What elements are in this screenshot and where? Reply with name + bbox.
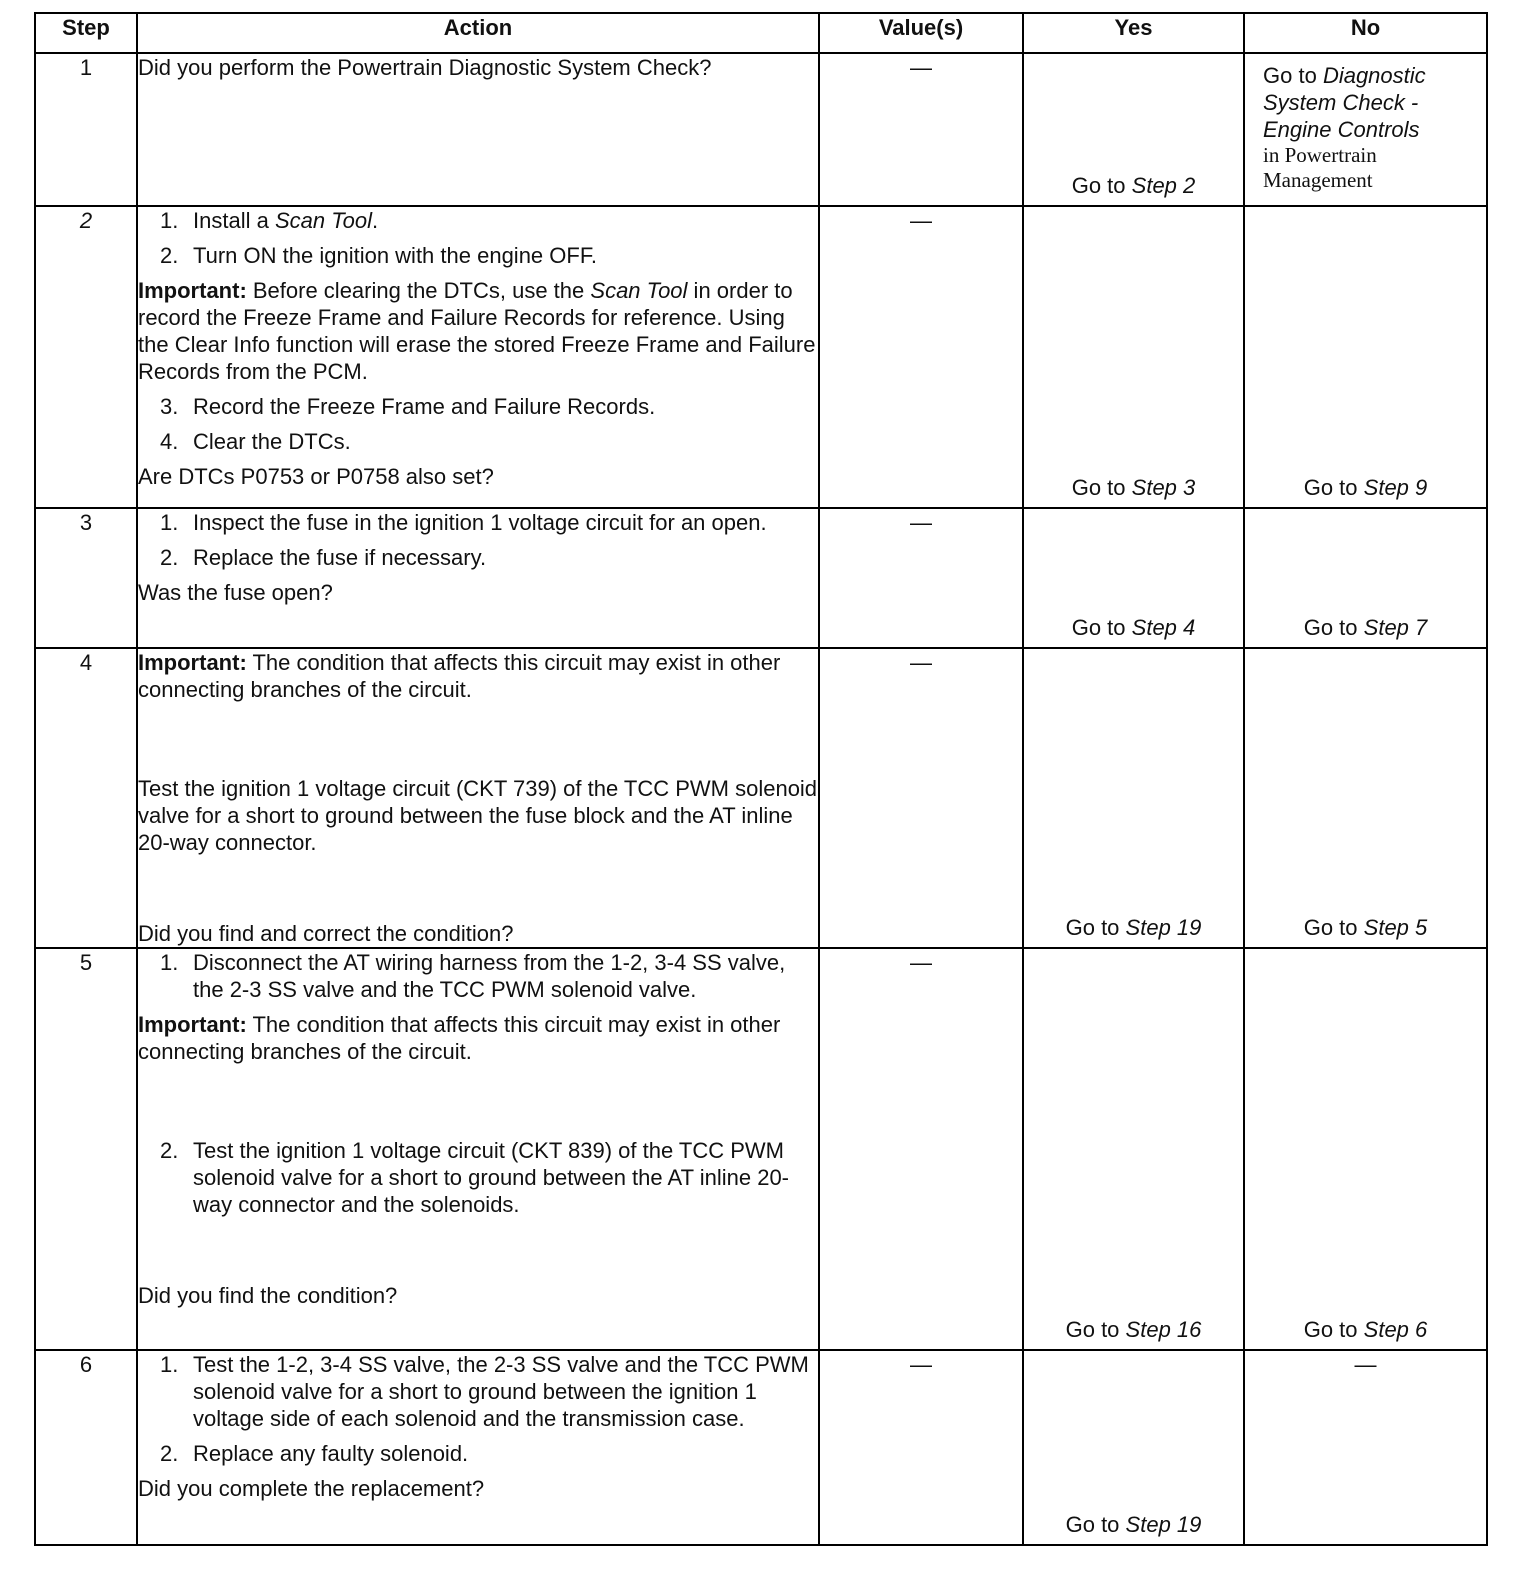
yes-cell <box>1023 648 1244 948</box>
no-cell: — <box>1244 1350 1487 1545</box>
list-item: 1. Test the 1-2, 3-4 SS valve, the 2-3 SS valve and the TCC PWM solenoid valve for a short to ground between the ignition 1 voltage side of each solenoid and the transmission case. <box>160 1352 809 1431</box>
step-number: 5 <box>35 948 137 1350</box>
yes-goto[interactable]: Go to Step 19 <box>1065 1512 1202 1537</box>
header-no: No <box>1244 13 1487 53</box>
yes-goto[interactable]: Go to Step 16 <box>1065 1317 1202 1342</box>
yes-cell <box>1023 53 1244 206</box>
important-note: Important: Before clearing the DTCs, use the Scan Tool in order to record the Freeze Frame and Failure Records for reference. Using the Clear Info function will erase the stored Freeze Frame and Failure Records from the PCM. <box>138 278 816 384</box>
value-cell: — <box>819 648 1023 948</box>
goto-target: Diagnostic System Check - Engine Controls <box>1263 63 1426 142</box>
value-cell: — <box>819 948 1023 1350</box>
value-cell: — <box>819 206 1023 508</box>
value-cell: — <box>819 53 1023 206</box>
table-row-step-3 <box>35 508 1487 648</box>
list-item: 1. Disconnect the AT wiring harness from the 1-2, 3-4 SS valve, the 2-3 SS valve and the TCC PWM solenoid valve. <box>160 950 786 1002</box>
yes-cell <box>1023 206 1244 508</box>
no-goto[interactable]: Go to Step 6 <box>1303 1317 1428 1342</box>
action-cell <box>137 648 819 948</box>
yes-cell <box>1023 948 1244 1350</box>
table-row-step-1 <box>35 53 1487 206</box>
table-row-step-4 <box>35 648 1487 948</box>
action-question: Are DTCs P0753 or P0758 also set? <box>138 464 494 489</box>
table-row-step-2 <box>35 206 1487 508</box>
action-question: Did you perform the Powertrain Diagnostic System Check? <box>138 55 712 80</box>
list-item: 2. Replace any faulty solenoid. <box>160 1441 469 1466</box>
header-action: Action <box>137 13 819 53</box>
no-cell <box>1244 206 1487 508</box>
list-item: 2. Turn ON the ignition with the engine OFF. <box>160 243 597 268</box>
header-row <box>35 13 1487 53</box>
yes-goto[interactable]: Go to Step 3 <box>1071 475 1196 500</box>
goto-prefix: Go to <box>1263 63 1317 88</box>
list-item: 4. Clear the DTCs. <box>160 429 351 454</box>
action-cell <box>137 206 819 508</box>
list-item: 2. Test the ignition 1 voltage circuit (CKT 839) of the TCC PWM solenoid valve for a short to ground between the AT inline 20-way connector and the solenoids. <box>160 1138 790 1217</box>
action-cell <box>137 948 819 1350</box>
header-yes: Yes <box>1023 13 1244 53</box>
no-goto[interactable]: Go to Step 9 <box>1303 475 1428 500</box>
value-cell: — <box>819 508 1023 648</box>
header-step: Step <box>35 13 137 53</box>
spacer <box>138 1073 818 1137</box>
action-question: Did you complete the replacement? <box>138 1476 485 1501</box>
step-number: 4 <box>35 648 137 948</box>
no-cell <box>1244 508 1487 648</box>
no-cell <box>1244 648 1487 948</box>
spacer <box>138 1226 818 1282</box>
step-number-text: 2 <box>79 208 93 233</box>
step-number: 6 <box>35 1350 137 1545</box>
value-cell: — <box>819 1350 1023 1545</box>
important-note: Important: The condition that affects this circuit may exist in other connecting branches of the circuit. <box>138 1012 781 1064</box>
goto-prefix: Go to <box>1071 173 1126 198</box>
list-item: 3. Record the Freeze Frame and Failure Records. <box>160 394 656 419</box>
header-values: Value(s) <box>819 13 1023 53</box>
step-number <box>35 206 137 508</box>
action-question: Did you find the condition? <box>138 1283 398 1308</box>
yes-cell <box>1023 1350 1244 1545</box>
step-number: 3 <box>35 508 137 648</box>
list-item: 1. Install a Scan Tool. <box>160 208 379 233</box>
important-note: Important: The condition that affects this circuit may exist in other connecting branches of the circuit. <box>138 650 781 702</box>
step-number: 1 <box>35 53 137 206</box>
action-cell <box>137 508 819 648</box>
action-question: Was the fuse open? <box>138 580 333 605</box>
list-item: 1. Inspect the fuse in the ignition 1 voltage circuit for an open. <box>160 510 767 535</box>
no-cell <box>1244 53 1487 206</box>
yes-cell <box>1023 508 1244 648</box>
action-body: Test the ignition 1 voltage circuit (CKT 739) of the TCC PWM solenoid valve for a short to ground between the fuse block and the AT inline 20-way connector. <box>138 776 818 855</box>
yes-goto[interactable] <box>1024 172 1243 199</box>
spacer <box>138 864 818 920</box>
table-row-step-5 <box>35 948 1487 1350</box>
action-cell <box>137 1350 819 1545</box>
action-question: Did you find and correct the condition? <box>138 921 514 946</box>
spacer <box>138 711 818 775</box>
no-goto[interactable]: Go to Step 7 <box>1303 615 1428 640</box>
diagnostic-table <box>34 12 1488 1546</box>
goto-suffix: in Powertrain Management <box>1263 143 1377 192</box>
no-goto[interactable]: Go to Step 5 <box>1303 915 1428 940</box>
no-cell <box>1244 948 1487 1350</box>
yes-goto[interactable]: Go to Step 4 <box>1071 615 1196 640</box>
no-goto[interactable] <box>1245 54 1486 199</box>
action-cell <box>137 53 819 206</box>
yes-goto[interactable]: Go to Step 19 <box>1065 915 1202 940</box>
table-row-step-6 <box>35 1350 1487 1545</box>
list-item: 2. Replace the fuse if necessary. <box>160 545 487 570</box>
goto-target: Step 2 <box>1131 173 1196 198</box>
